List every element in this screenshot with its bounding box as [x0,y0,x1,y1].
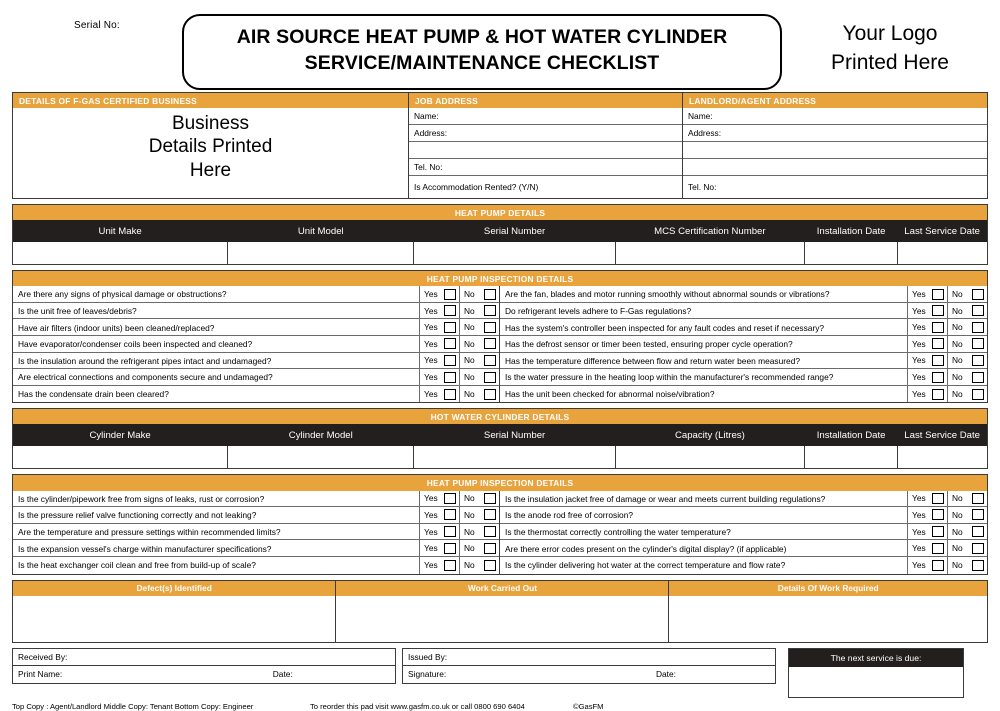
landlord-address-field-3[interactable] [683,159,987,176]
business-details-block [12,92,408,199]
no-label: No [952,560,963,571]
yes-checkbox[interactable] [932,560,944,571]
business-details-body[interactable] [13,108,408,186]
landlord-address-field-2[interactable] [683,142,987,159]
no-label: No [464,305,475,316]
yes-label: Yes [912,305,926,316]
landlord-tel-field[interactable]: Tel. No: [688,182,717,193]
no-checkbox[interactable] [484,560,496,571]
no-option [459,524,499,540]
yes-label: Yes [912,543,926,554]
yes-checkbox[interactable] [444,543,456,554]
next-service-box [788,648,964,698]
yes-checkbox[interactable] [444,322,456,333]
no-option [459,336,499,352]
no-option [459,286,499,302]
question-row [500,540,987,557]
question-row [500,491,987,508]
yes-checkbox[interactable] [444,372,456,383]
no-option [947,557,987,574]
yes-option [419,557,459,574]
entry-cell[interactable] [13,242,228,264]
column-header: Serial Number [414,220,616,242]
yes-checkbox[interactable] [444,526,456,537]
no-checkbox[interactable] [972,493,984,504]
no-checkbox[interactable] [484,338,496,349]
title-line-1: AIR SOURCE HEAT PUMP & HOT WATER CYLINDER [236,26,728,48]
no-option [459,319,499,335]
question-row [500,319,987,336]
landlord-address-block [682,92,988,199]
no-label: No [464,560,475,571]
question-text: Are there error codes present on the cylinder's digital display? (if applicable) [505,543,787,554]
no-label: No [464,322,475,333]
question-row [13,286,499,303]
work-carried-out-header: Work Carried Out [336,581,669,596]
no-option [459,303,499,319]
no-checkbox[interactable] [972,526,984,537]
question-row [13,386,499,403]
no-option [459,353,499,369]
column-header: Installation Date [805,424,899,446]
yes-option [907,286,947,302]
landlord-address-field[interactable]: Address: [683,125,987,142]
question-text: Are there any signs of physical damage or obstructions? [18,289,227,300]
no-checkbox[interactable] [972,543,984,554]
title-box [182,14,782,90]
column-header: Last Service Date [898,424,987,446]
yes-option [419,369,459,385]
no-option [947,369,987,385]
title-container [172,14,792,90]
yes-option [907,353,947,369]
entry-cell[interactable] [13,446,228,468]
yes-checkbox[interactable] [444,289,456,300]
cylinder-details-block [12,408,988,469]
job-tel-field[interactable]: Tel. No: [409,159,682,176]
no-option [459,540,499,556]
yes-label: Yes [424,338,438,349]
question-row [13,336,499,353]
no-option [947,286,987,302]
yes-label: Yes [424,289,438,300]
entry-cell[interactable] [805,446,899,468]
title-line-2: SERVICE/MAINTENANCE CHECKLIST [304,51,660,74]
yes-option [907,524,947,540]
issued-by-line[interactable] [403,649,775,666]
entry-cell[interactable] [616,446,805,468]
question-row [500,303,987,320]
no-checkbox[interactable] [972,509,984,520]
question-row [500,369,987,386]
question-text: Are the fan, blades and motor running smoothly without abnormal sounds or vibrations? [505,289,830,300]
yes-label: Yes [424,355,438,366]
next-service-entry[interactable] [789,667,963,697]
question-text: Has the system's controller been inspected for any fault codes and reset if necessary? [505,322,825,333]
question-row [13,319,499,336]
no-option [947,353,987,369]
no-checkbox[interactable] [484,372,496,383]
question-row [500,386,987,403]
no-option [459,557,499,574]
work-carried-out-entry-cell[interactable] [336,596,669,642]
no-option [459,369,499,385]
yes-option [419,303,459,319]
yes-option [907,540,947,556]
heat-pump-questions-left [13,286,500,402]
entry-cell[interactable] [414,242,616,264]
logo-line-2: Printed Here [831,50,949,74]
column-header: Cylinder Model [228,424,414,446]
entry-cell[interactable] [805,242,899,264]
no-option [947,386,987,403]
question-text: Has the temperature difference between flow and return water been measured? [505,355,801,366]
no-label: No [464,509,475,520]
heat-pump-inspection-block [12,270,988,403]
yes-label: Yes [424,560,438,571]
cylinder-details-entry-row [13,446,987,468]
question-text: Is the insulation around the refrigerant pipes intact and undamaged? [18,355,272,366]
question-row [13,507,499,524]
question-text: Have evaporator/condenser coils been inspected and cleaned? [18,339,253,350]
yes-checkbox[interactable] [444,338,456,349]
no-label: No [952,338,963,349]
cylinder-inspection-block [12,474,988,574]
yes-label: Yes [424,305,438,316]
business-details-heading: DETAILS OF F-GAS CERTIFIED BUSINESS [13,93,408,108]
entry-cell[interactable] [898,446,987,468]
entry-cell[interactable] [414,446,616,468]
business-line-1: Business [171,112,250,134]
no-checkbox[interactable] [972,372,984,383]
question-row [13,353,499,370]
yes-checkbox[interactable] [932,509,944,520]
reorder-text: To reorder this pad visit www.gasfm.co.uk or call 0800 690 6404 [310,701,525,711]
yes-label: Yes [912,338,926,349]
yes-option [907,386,947,403]
no-option [947,507,987,523]
yes-label: Yes [424,372,438,382]
no-checkbox[interactable] [484,305,496,316]
no-label: No [464,493,475,504]
serial-no-label: Serial No: [74,20,120,31]
question-text: Is the water pressure in the heating loop within the manufacturer's recommended range? [505,372,834,383]
yes-label: Yes [912,322,926,333]
job-address-heading: JOB ADDRESS [409,93,682,108]
no-checkbox[interactable] [972,322,984,333]
no-checkbox[interactable] [484,543,496,554]
heat-pump-details-entry-row [13,242,987,264]
no-label: No [952,526,963,537]
question-text: Is the heat exchanger coil clean and free from build-up of scale? [18,560,256,571]
reorder-text-wrap [310,702,988,711]
yes-option [907,319,947,335]
no-option [947,524,987,540]
question-row [500,336,987,353]
yes-label: Yes [424,322,438,333]
question-text: Have air filters (indoor units) been cleaned/replaced? [18,322,215,333]
yes-checkbox[interactable] [932,289,944,300]
yes-option [907,557,947,574]
entry-cell[interactable] [616,242,805,264]
question-row [13,303,499,320]
no-option [947,491,987,507]
no-label: No [464,389,475,400]
signature-label: Signature: [408,668,447,679]
no-label: No [952,372,963,382]
job-address-field[interactable]: Address: [409,125,682,142]
yes-checkbox[interactable] [932,355,944,366]
yes-checkbox[interactable] [932,305,944,316]
received-by-label: Received By: [18,651,68,662]
yes-option [907,507,947,523]
no-label: No [464,338,475,349]
no-label: No [464,355,475,366]
no-checkbox[interactable] [484,322,496,333]
yes-option [419,353,459,369]
question-row [500,286,987,303]
yes-label: Yes [424,509,438,520]
business-line-2: Details Printed [148,136,273,158]
no-label: No [952,543,963,554]
yes-checkbox[interactable] [444,560,456,571]
issued-by-box [402,648,776,684]
heat-pump-details-columns [13,220,987,242]
address-section [12,92,988,199]
no-label: No [464,526,475,537]
copyright-text: ©GasFM [572,701,604,711]
yes-checkbox[interactable] [444,509,456,520]
cylinder-details-heading: HOT WATER CYLINDER DETAILS [13,409,987,424]
question-text: Is the unit free of leaves/debris? [18,306,137,317]
yes-option [419,507,459,523]
question-row [500,524,987,541]
question-text: Do refrigerant levels adhere to F-Gas regulations? [505,306,692,317]
yes-option [907,369,947,385]
no-option [947,303,987,319]
received-by-box [12,648,396,684]
question-row [13,369,499,386]
no-label: No [952,289,963,300]
yes-label: Yes [912,493,926,504]
question-text: Is the thermostat correctly controlling the water temperature? [505,526,731,537]
question-text: Are electrical connections and components secure and undamaged? [18,372,273,383]
signature-line[interactable] [403,666,775,683]
yes-checkbox[interactable] [444,355,456,366]
question-row [13,557,499,574]
yes-checkbox[interactable] [932,338,944,349]
print-name-line[interactable] [13,666,395,683]
yes-checkbox[interactable] [932,389,944,400]
cylinder-question-grid [13,491,987,574]
yes-option [419,540,459,556]
no-checkbox[interactable] [484,289,496,300]
yes-label: Yes [424,493,438,504]
no-checkbox[interactable] [972,305,984,316]
defects-block [12,580,988,643]
page-header [0,0,1000,92]
yes-option [419,336,459,352]
job-address-field-2[interactable] [409,142,682,159]
defects-headers [13,581,987,596]
no-option [459,386,499,403]
question-text: Is the insulation jacket free of damage or wear and meets current building regulations? [505,493,826,504]
question-text: Are the temperature and pressure settings within recommended limits? [18,526,281,537]
question-text: Has the condensate drain been cleared? [18,388,169,399]
yes-option [419,491,459,507]
yes-option [907,303,947,319]
cylinder-questions-left [13,491,500,574]
cylinder-details-columns [13,424,987,446]
yes-label: Yes [912,526,926,537]
no-option [947,336,987,352]
yes-label: Yes [912,289,926,300]
yes-checkbox[interactable] [932,322,944,333]
job-name-field[interactable]: Name: [409,108,682,125]
yes-label: Yes [912,560,926,571]
yes-label: Yes [912,389,926,400]
no-option [947,540,987,556]
entry-cell[interactable] [228,242,414,264]
question-text: Is the expansion vessel's charge within manufacturer specifications? [18,543,272,554]
column-header: Serial Number [414,424,616,446]
logo-placeholder [792,14,988,77]
no-label: No [952,322,963,333]
question-text: Is the cylinder delivering hot water at the correct temperature and flow rate? [505,560,786,571]
no-option [947,319,987,335]
no-checkbox[interactable] [972,338,984,349]
yes-checkbox[interactable] [444,493,456,504]
yes-checkbox[interactable] [932,493,944,504]
question-row [500,557,987,574]
question-row [13,491,499,508]
no-label: No [952,305,963,316]
cylinder-inspection-heading: HEAT PUMP INSPECTION DETAILS [13,475,987,490]
no-label: No [464,289,475,300]
question-row [500,353,987,370]
no-checkbox[interactable] [972,389,984,400]
column-header: Capacity (Litres) [616,424,805,446]
column-header: Cylinder Make [13,424,228,446]
no-option [459,507,499,523]
question-row [13,524,499,541]
yes-label: Yes [912,372,926,382]
yes-option [419,524,459,540]
job-rented-field[interactable]: Is Accommodation Rented? (Y/N) [414,182,539,193]
column-header: MCS Certification Number [616,220,805,242]
landlord-name-field[interactable]: Name: [683,108,987,125]
work-required-entry-cell[interactable] [669,596,987,642]
yes-checkbox[interactable] [932,543,944,554]
yes-label: Yes [912,355,926,366]
logo-line-1: Your Logo [842,22,938,45]
heat-pump-questions-right [500,286,987,402]
no-label: No [952,389,963,400]
work-required-header: Details Of Work Required [669,581,987,596]
heat-pump-inspection-heading: HEAT PUMP INSPECTION DETAILS [13,271,987,286]
cylinder-questions-right [500,491,987,574]
heat-pump-question-grid [13,286,987,402]
defects-entry-cell[interactable] [13,596,336,642]
copy-distribution-text: Top Copy : Agent/Landlord Middle Copy: Tenant Bottom Copy: Engineer [12,701,254,711]
signature-footer [12,648,988,698]
defects-entry-row [13,596,987,642]
entry-cell[interactable] [228,446,414,468]
landlord-address-heading: LANDLORD/AGENT ADDRESS [683,93,987,108]
yes-label: Yes [424,526,438,537]
no-option [459,491,499,507]
yes-option [907,336,947,352]
no-checkbox[interactable] [972,355,984,366]
date-label-right: Date: [655,668,676,679]
question-text: Has the defrost sensor or timer been tested, ensuring proper cycle operation? [505,339,793,350]
no-label: No [952,355,963,366]
yes-option [419,319,459,335]
question-text: Has the unit been checked for abnormal noise/vibration? [505,388,715,399]
no-checkbox[interactable] [484,509,496,520]
yes-option [907,491,947,507]
yes-label: Yes [424,543,438,554]
job-address-block [408,92,682,199]
entry-cell[interactable] [898,242,987,264]
yes-option [419,286,459,302]
question-row [500,507,987,524]
column-header: Last Service Date [898,220,987,242]
yes-checkbox[interactable] [444,305,456,316]
no-label: No [952,509,963,520]
issued-by-label: Issued By: [408,651,448,662]
column-header: Unit Make [13,220,228,242]
question-text: Is the pressure relief valve functioning correctly and not leaking? [18,510,257,521]
next-service-label: The next service is due: [789,649,963,667]
no-checkbox[interactable] [484,355,496,366]
yes-checkbox[interactable] [932,526,944,537]
yes-label: Yes [912,509,926,520]
no-checkbox[interactable] [484,526,496,537]
fine-print-row [12,702,988,711]
heat-pump-details-heading: HEAT PUMP DETAILS [13,205,987,220]
yes-checkbox[interactable] [932,372,944,383]
yes-checkbox[interactable] [444,389,456,400]
column-header: Installation Date [805,220,899,242]
business-line-3: Here [189,159,232,181]
column-header: Unit Model [228,220,414,242]
date-label-left: Date: [272,668,293,679]
no-label: No [464,543,475,554]
defects-column-header: Defect(s) Identified [13,581,336,596]
yes-option [419,386,459,403]
no-checkbox[interactable] [972,560,984,571]
no-checkbox[interactable] [972,289,984,300]
question-row [13,540,499,557]
no-label: No [464,372,475,382]
question-text: Is the anode rod free of corrosion? [505,510,634,521]
no-checkbox[interactable] [484,389,496,400]
no-checkbox[interactable] [484,493,496,504]
question-text: Is the cylinder/pipework free from signs of leaks, rust or corrosion? [18,493,265,504]
yes-label: Yes [424,389,438,400]
no-label: No [952,493,963,504]
print-name-label: Print Name: [18,668,63,679]
received-by-line[interactable] [13,649,395,666]
heat-pump-details-block [12,204,988,265]
